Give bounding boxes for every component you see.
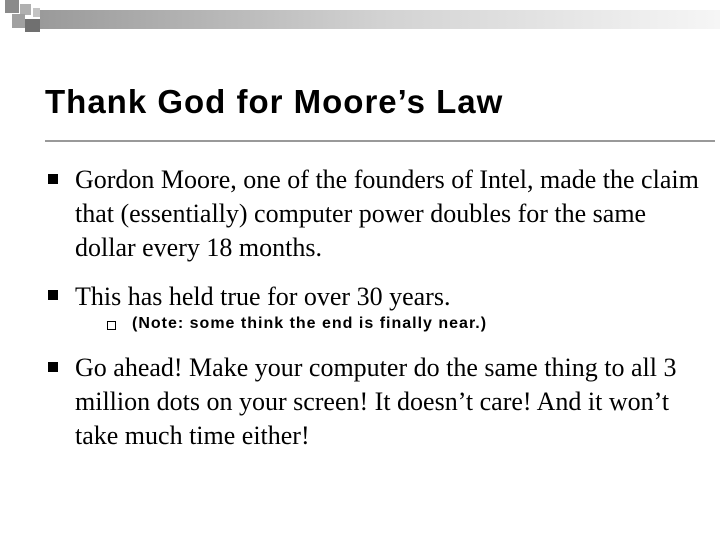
deco-square-3 bbox=[12, 14, 25, 28]
bullet-text-1: Gordon Moore, one of the founders of Intel, made the claim that (essentially) computer power doubles for the same dollar every 18 months. bbox=[75, 165, 699, 262]
slide-title: Thank God for Moore’s Law bbox=[45, 83, 504, 120]
sub-bullet-text: (Note: some think the end is finally near.) bbox=[132, 315, 488, 332]
bullet-text-2: This has held true for over 30 years. bbox=[75, 282, 451, 311]
deco-square-2 bbox=[20, 4, 31, 15]
bullet-marker-1 bbox=[48, 174, 58, 184]
header-gradient-bar bbox=[40, 10, 720, 29]
bullet-marker-2 bbox=[48, 290, 58, 300]
sub-bullet-marker bbox=[107, 321, 116, 330]
deco-square-4 bbox=[25, 19, 40, 32]
bullet-marker-3 bbox=[48, 362, 58, 372]
header-decoration bbox=[0, 0, 720, 50]
title-underline bbox=[45, 140, 715, 142]
deco-square-5 bbox=[33, 8, 40, 17]
deco-square-1 bbox=[5, 0, 19, 13]
bullet-text-3: Go ahead! Make your computer do the same thing to all 3 million dots on your screen! It doesn’t care! And it won’t take much time either! bbox=[75, 353, 677, 450]
